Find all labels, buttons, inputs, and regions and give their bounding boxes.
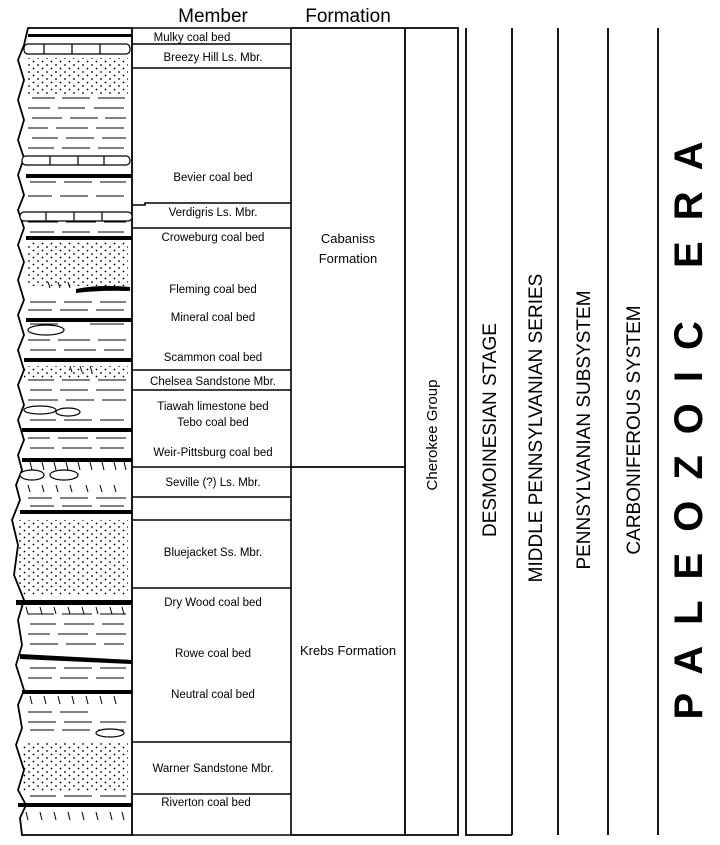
- cherokee-group-label: Cherokee Group: [424, 379, 441, 491]
- member-label: Weir-Pittsburg coal bed: [153, 447, 273, 459]
- member-labels: [150, 32, 276, 809]
- member-label: Chelsea Sandstone Mbr.: [150, 376, 276, 388]
- formation-header: Formation: [305, 6, 391, 27]
- member-label: Dry Wood coal bed: [164, 597, 262, 609]
- member-label: Scammon coal bed: [163, 352, 263, 364]
- sandstone-pattern: [18, 58, 128, 792]
- member-label: Riverton coal bed: [161, 797, 251, 809]
- member-label: Rowe coal bed: [174, 648, 252, 660]
- subsystem-label: PENNSYLVANIAN SUBSYSTEM: [574, 290, 595, 570]
- member-label: Croweburg coal bed: [161, 232, 265, 244]
- member-label: Mineral coal bed: [170, 312, 256, 324]
- member-label: Breezy Hill Ls. Mbr.: [163, 52, 263, 64]
- member-label: Fleming coal bed: [169, 284, 257, 296]
- member-label: Bevier coal bed: [173, 172, 253, 184]
- series-label: MIDDLE PENNSYLVANIAN SERIES: [526, 273, 547, 583]
- member-label: Tiawah limestone bed: [157, 401, 269, 413]
- cabaniss-formation-label: Cabaniss: [320, 231, 376, 246]
- member-label: Tebo coal bed: [177, 417, 249, 429]
- stage-label: DESMOINESIAN STAGE: [480, 323, 501, 537]
- member-label: Warner Sandstone Mbr.: [152, 763, 274, 775]
- lithologic-column: [12, 28, 132, 835]
- member-header: Member: [178, 6, 248, 27]
- member-label: Neutral coal bed: [171, 689, 255, 701]
- era-label: PALEOZOIC ERA: [667, 120, 711, 720]
- cabaniss-formation-label-line2: Formation: [318, 251, 378, 266]
- unit-frame: [291, 28, 658, 835]
- member-label: Mulky coal bed: [153, 32, 231, 44]
- member-frame: [132, 28, 291, 835]
- member-label: Seville (?) Ls. Mbr.: [165, 477, 261, 489]
- member-label: Bluejacket Ss. Mbr.: [163, 547, 263, 559]
- system-label: CARBONIFEROUS SYSTEM: [624, 305, 645, 555]
- member-label: Verdigris Ls. Mbr.: [168, 207, 258, 219]
- krebs-formation-label: Krebs Formation: [299, 643, 397, 658]
